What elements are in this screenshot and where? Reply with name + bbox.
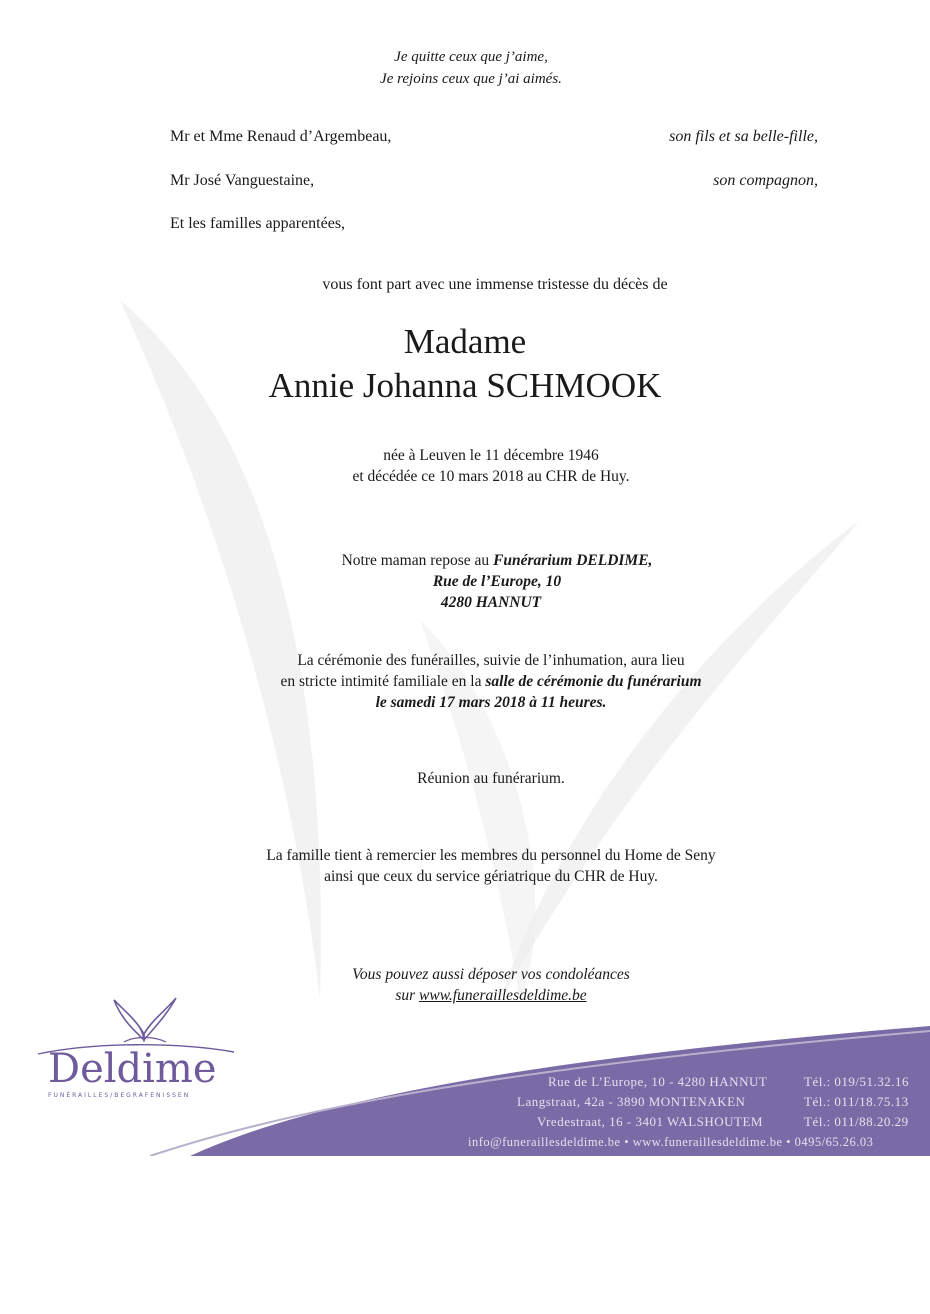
footer-phone-1: Tél.: 019/51.32.16 (804, 1074, 910, 1089)
announcement: vous font part avec une immense tristesse du décès de (322, 276, 668, 293)
dates (0, 445, 930, 487)
relative-name: Mr et Mme Renaud d’Argembeau, (170, 128, 392, 145)
death-line: et décédée ce 10 mars 2018 au CHR de Huy. (352, 468, 630, 485)
poem (0, 46, 930, 90)
relative-name: Mr José Vanguestaine, (170, 172, 315, 189)
thanks (0, 845, 930, 887)
footer-address-3: Vredestraat, 16 - 3401 WALSHOUTEM (537, 1114, 763, 1129)
rest-place (0, 550, 930, 613)
poem-line-2: Je rejoins ceux que j’ai aimés. (380, 71, 562, 87)
relative-relation: son compagnon, (713, 172, 818, 189)
ceremony-hall: salle de cérémonie du funérarium (485, 673, 702, 690)
footer-phone-3: Tél.: 011/88.20.29 (804, 1114, 909, 1129)
funerarium-name: Funérarium DELDIME, (493, 552, 653, 569)
relative-row-3 (170, 215, 818, 233)
logo-name: Deldime (48, 1046, 217, 1092)
condolences-prefix: sur (395, 987, 420, 1004)
ceremony (0, 650, 930, 713)
poem-line-1: Je quitte ceux que j’aime, (394, 49, 548, 65)
ceremony-line-2 (52, 671, 930, 692)
dove-logo-icon (104, 990, 184, 1046)
relative-row-1 (170, 128, 818, 146)
reunion: Réunion au funérarium. (417, 770, 565, 787)
relative-relation: son fils et sa belle-fille, (669, 128, 818, 145)
footer-address-2: Langstraat, 42a - 3890 MONTENAKEN (517, 1094, 746, 1109)
rest-line-1 (64, 550, 930, 571)
condolences-link[interactable]: www.funeraillesdeldime.be (419, 987, 587, 1004)
logo-subtitle: FUNÉRAILLES/BEGRAFENISSEN (48, 1092, 191, 1099)
deceased-name: Annie Johanna SCHMOOK (268, 366, 662, 405)
thanks-line-1: La famille tient à remercier les membres du personnel du Home de Seny (266, 847, 716, 864)
ceremony-line-1: La cérémonie des funérailles, suivie de l’inhumation, aura lieu (297, 652, 685, 669)
relative-row-2 (170, 172, 818, 190)
deceased-title: Madame (403, 322, 527, 361)
condolences-line: Vous pouvez aussi déposer vos condoléances (352, 966, 630, 983)
footer-phone-2: Tél.: 011/18.75.13 (804, 1094, 909, 1109)
rest-intro: Notre maman repose au (341, 552, 494, 569)
footer-contact: info@funeraillesdeldime.be • www.funeraillesdeldime.be • 0495/65.26.03 (468, 1135, 874, 1149)
rest-street: Rue de l’Europe, 10 (432, 573, 562, 590)
ceremony-line-2-plain: en stricte intimité familiale en la (280, 673, 486, 690)
birth-line: née à Leuven le 11 décembre 1946 (383, 447, 599, 464)
ceremony-date: le samedi 17 mars 2018 à 11 heures. (375, 694, 607, 711)
thanks-line-2: ainsi que ceux du service gériatrique du CHR de Huy. (324, 868, 658, 885)
relative-name: Et les familles apparentées, (170, 215, 346, 232)
rest-city: 4280 HANNUT (440, 594, 542, 611)
footer-address-1: Rue de L’Europe, 10 - 4280 HANNUT (548, 1074, 768, 1089)
